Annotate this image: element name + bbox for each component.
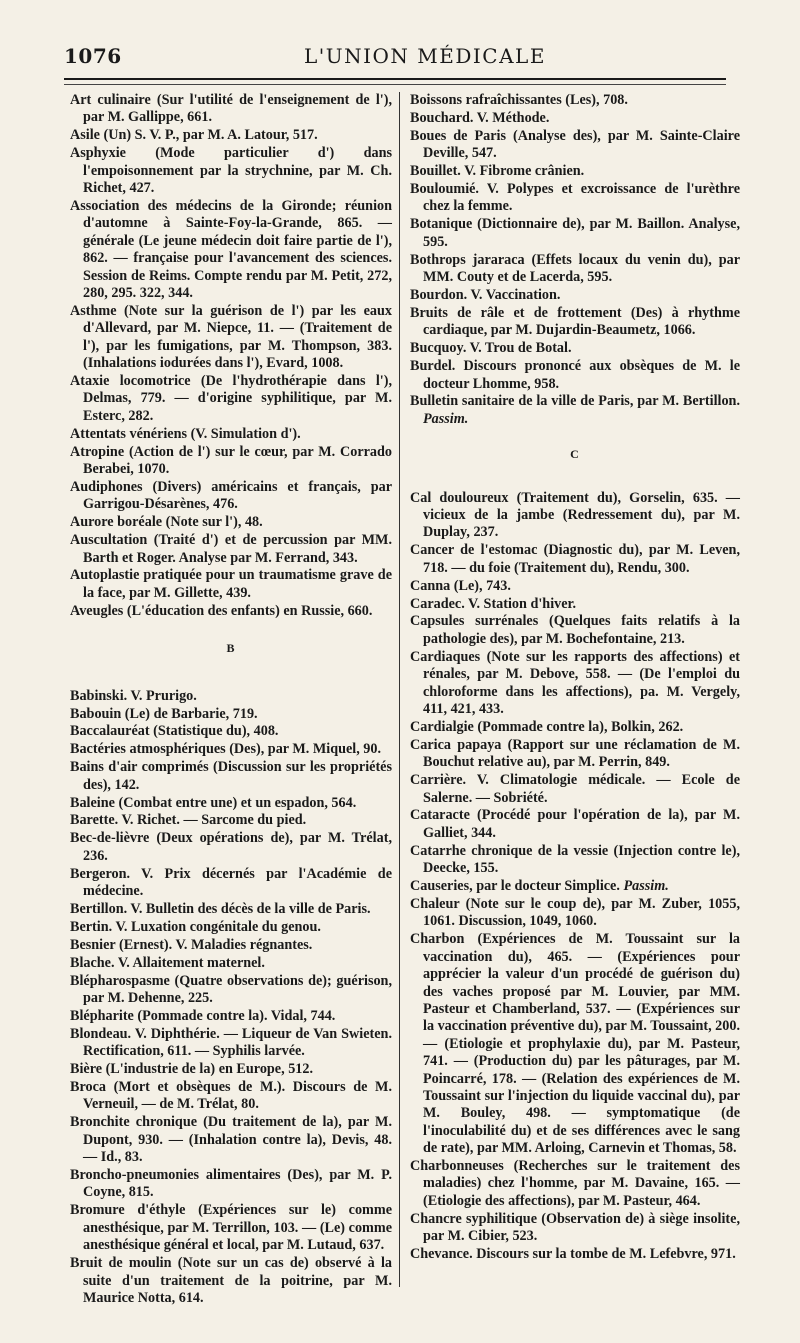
index-entry: Baleine (Combat entre une) et un espadon, 564.: [70, 794, 357, 811]
passim-label: Passim.: [623, 878, 669, 895]
index-entry: Cal douloureux (Traitement du), Gorselin, 635. — vicieux de la jambe (Redressement du), par M. Duplay, 237.: [410, 489, 740, 541]
index-entry: Bromure d'éthyle (Expériences sur le) comme anesthésique, par M. Terrillon, 103. — (Le) comme anesthésique général et local, par M. Lutaud, 637.: [70, 1202, 392, 1254]
index-entry: Blépharospasme (Quatre observations de); guérison, par M. Dehenne, 225.: [70, 972, 392, 1006]
index-entry: Cardiaques (Note sur les rapports des affections) et rénales, par M. Debove, 558. — (De l'emploi du chloroforme dans les affections), pa. M. Vergely, 411, 421, 433.: [410, 648, 740, 717]
index-entry: Blache. V. Allaitement maternel.: [70, 954, 265, 971]
index-entry: Asthme (Note sur la guérison de l') par les eaux d'Allevard, par M. Niepce, 11. — (Traitement de l'), par les fumigations, par M. Thompson, 383. (Inhalations iodurées dans l'), Evard, 1008.: [70, 302, 392, 372]
index-entry: Boissons rafraîchissantes (Les), 708.: [410, 92, 628, 108]
index-entry: Bière (L'industrie de la) en Europe, 512.: [70, 1061, 314, 1078]
page-number: 1076: [64, 44, 122, 68]
index-entry: Bourdon. V. Vaccination.: [410, 286, 561, 303]
index-entry: Chaleur (Note sur le coup de), par M. Zuber, 1055, 1061. Discussion, 1049, 1060.: [410, 895, 740, 930]
index-entry: Bertillon. V. Bulletin des décès de la ville de Paris.: [70, 900, 371, 917]
index-entry: Art culinaire (Sur l'utilité de l'enseignement de l'), par M. Gallippe, 661.: [70, 92, 392, 126]
index-entry-bulletin: [410, 393, 740, 428]
index-entry: Bouillet. V. Fibrome crânien.: [410, 163, 585, 180]
index-entry: Ataxie locomotrice (De l'hydrothérapie dans l'), Delmas, 779. — d'origine syphilitique, par M. Esterc, 282.: [70, 373, 392, 424]
index-entry: Charbonneuses (Recherches sur le traitement des maladies) chez l'homme, par M. Davaine, 165. — (Etiologie des affections), par M. Pasteur, 464.: [410, 1158, 740, 1209]
index-entry: Association des médecins de la Gironde; réunion d'automne à Sainte-Foy-la-Grande, 865. — générale (Le jeune médecin doit faire partie de l'), 862. — française pour l'avancement des sciences. Session de Reims. Compte rendu par M. Petit, 272, 280, 295. 322, 344.: [70, 197, 392, 301]
index-entry: Capsules surrénales (Quelques faits relatifs à la pathologie des), par M. Bochefontaine, 213.: [410, 613, 740, 647]
index-entry: Broca (Mort et obsèques de M.). Discours de M. Verneuil, — de M. Trélat, 80.: [70, 1079, 392, 1113]
index-entry: Chevance. Discours sur la tombe de M. Lefebvre, 971.: [410, 1246, 736, 1263]
section-letter-c: C: [570, 447, 580, 462]
right-column: [410, 92, 740, 1264]
index-entry: Bactéries atmosphériques (Des), par M. Miquel, 90.: [70, 741, 382, 758]
index-entry: Audiphones (Divers) américains et français, par Garrigou-Désarènes, 476.: [70, 478, 392, 513]
index-entry: Bec-de-lièvre (Deux opérations de), par M. Trélat, 236.: [70, 830, 392, 864]
index-entry: Bouchard. V. Méthode.: [410, 109, 550, 126]
index-entry: Cardialgie (Pommade contre la), Bolkin, 262.: [410, 718, 684, 735]
entries-b-continued: [410, 92, 740, 393]
index-entry: Asile (Un) S. V. P., par M. A. Latour, 517.: [70, 127, 318, 144]
journal-title: L'UNION MÉDICALE: [304, 44, 546, 68]
entries-c-continued: [410, 896, 740, 1264]
index-entry: Botanique (Dictionnaire de), par M. Baillon. Analyse, 595.: [410, 216, 740, 250]
index-entry: Babouin (Le) de Barbarie, 719.: [70, 705, 258, 722]
index-entry: Aurore boréale (Note sur l'), 48.: [70, 514, 263, 531]
entry-text: Causeries, par le docteur Simplice.: [410, 878, 620, 895]
index-entry: Autoplastie pratiquée pour un traumatisme grave de la face, par M. Gillette, 439.: [70, 567, 392, 601]
index-entry: Baccalauréat (Statistique du), 408.: [70, 723, 279, 740]
entries-a: [70, 92, 392, 620]
index-entry: Cancer de l'estomac (Diagnostic du), par M. Leven, 718. — du foie (Traitement du), Rendu, 300.: [410, 542, 740, 576]
index-entry: Bertin. V. Luxation congénitale du genou.: [70, 918, 321, 935]
index-entry: Auscultation (Traité d') et de percussion par MM. Barth et Roger. Analyse par M. Ferrand, 343.: [70, 532, 392, 566]
entry-text: Bulletin sanitaire de la ville de Paris, par M. Bertillon.: [410, 393, 740, 410]
index-entry: Bruit de moulin (Note sur un cas de) observé à la suite d'un traitement de la poitrine, par M. Maurice Notta, 614.: [70, 1255, 392, 1306]
index-entry: Bronchite chronique (Du traitement de la), par M. Dupont, 930. — (Inhalation contre la), Devis, 48. — Id., 83.: [70, 1114, 392, 1166]
index-entry: Chancre syphilitique (Observation de) à siège insolite, par M. Cibier, 523.: [410, 1210, 740, 1245]
index-entry: Boues de Paris (Analyse des), par M. Sainte-Claire Deville, 547.: [410, 127, 740, 162]
index-entry: Caradec. V. Station d'hiver.: [410, 595, 577, 612]
entries-c: [410, 490, 740, 878]
index-entry: Atropine (Action de l') sur le cœur, par M. Corrado Berabei, 1070.: [70, 443, 392, 478]
left-column: [70, 92, 392, 1308]
index-entry: Blondeau. V. Diphthérie. — Liqueur de Van Swieten. Rectification, 611. — Syphilis larvée.: [70, 1025, 392, 1060]
index-entry: Blépharite (Pommade contre la). Vidal, 744.: [70, 1007, 336, 1024]
index-entry: Burdel. Discours prononcé aux obsèques de M. le docteur Lhomme, 958.: [410, 358, 740, 392]
index-entry: Canna (Le), 743.: [410, 577, 511, 594]
index-entry: Bruits de râle et de frottement (Des) à rhythme cardiaque, par M. Dujardin-Beaumetz, 1066.: [410, 304, 740, 339]
index-entry-causeries: [410, 878, 740, 895]
index-entry: Broncho-pneumonies alimentaires (Des), par M. P. Coyne, 815.: [70, 1167, 392, 1201]
passim-label: Passim.: [423, 410, 469, 427]
index-entry: Catarrhe chronique de la vessie (Injection contre le), Deecke, 155.: [410, 842, 740, 877]
index-entry: Cataracte (Procédé pour l'opération de la), par M. Galliet, 344.: [410, 807, 740, 841]
index-entry: Carica papaya (Rapport sur une réclamation de M. Bouchut relative au), par M. Perrin, 849.: [410, 736, 740, 771]
index-entry: Bergeron. V. Prix décernés par l'Académie de médecine.: [70, 865, 392, 900]
index-entry: Besnier (Ernest). V. Maladies régnantes.: [70, 936, 313, 953]
index-entry: Barette. V. Richet. — Sarcome du pied.: [70, 812, 307, 829]
index-entry: Bothrops jararaca (Effets locaux du venin du), par MM. Couty et de Lacerda, 595.: [410, 251, 740, 286]
entries-b: [70, 688, 392, 1308]
index-entry: Carrière. V. Climatologie médicale. — Ecole de Salerne. — Sobriété.: [410, 772, 740, 806]
index-entry: Bains d'air comprimés (Discussion sur les propriétés des), 142.: [70, 759, 392, 793]
index-entry: Bucquoy. V. Trou de Botal.: [410, 340, 572, 357]
header-rule-thin: [64, 84, 726, 85]
column-divider: [399, 92, 400, 1287]
index-entry: Attentats vénériens (V. Simulation d').: [70, 425, 301, 442]
index-entry: Aveugles (L'éducation des enfants) en Russie, 660.: [70, 602, 373, 619]
header-rule: [64, 78, 726, 80]
index-entry: Asphyxie (Mode particulier d') dans l'empoisonnement par la strychnine, par M. Ch. Richet, 427.: [70, 145, 392, 197]
section-letter-b: B: [226, 641, 236, 656]
index-entry: Babinski. V. Prurigo.: [70, 687, 197, 704]
page-header: [64, 44, 724, 76]
index-entry: Bouloumié. V. Polypes et excroissance de l'urèthre chez la femme.: [410, 181, 740, 215]
index-entry: Charbon (Expériences de M. Toussaint sur la vaccination du), 465. — (Expériences pour apprécier la valeur d'un procédé de guérison du) des vaches proposé par M. Louvier, par MM. Pasteur et Chamberland, 537. — (Expériences sur la vaccination préventive du), par M. Toussaint, 200. — (Etiologie et prophylaxie du), par M. Pasteur, 741. — (Production du) par les pâturages, par M. Poincarré, 178. — (Relation des expériences de M. Toussaint sur l'injection du liquide vaccinal du), par M. Bouley, 498. — symptomatique (de l'inoculabilité du) et de ses différences avec le sang de rate), par MM. Arloing, Carnevin et Thomas, 58.: [410, 931, 741, 1157]
